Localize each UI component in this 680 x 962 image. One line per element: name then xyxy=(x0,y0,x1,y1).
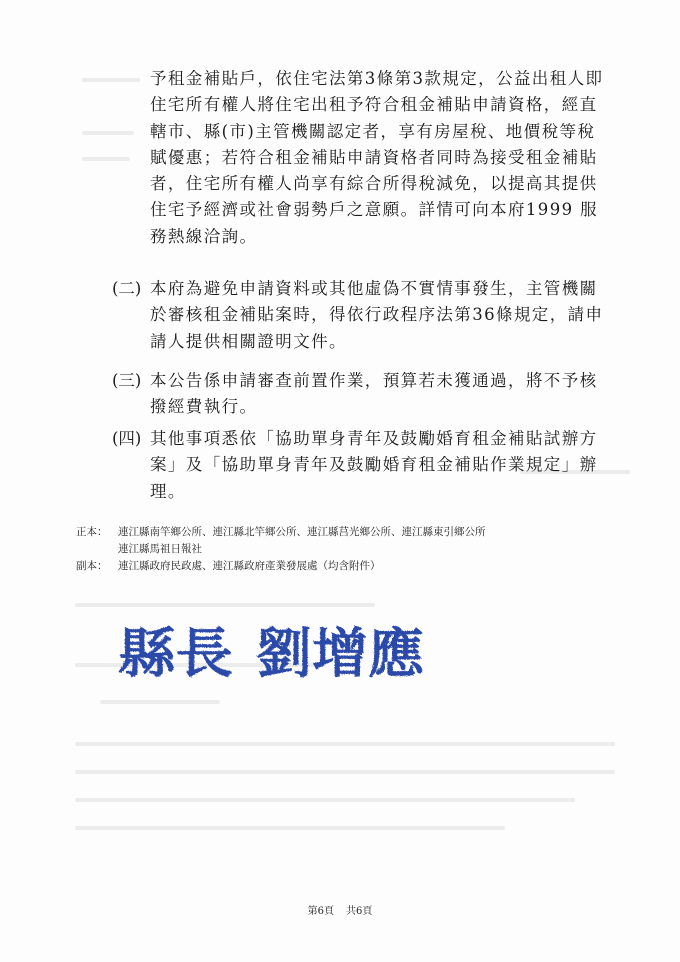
original-recipients: 連江縣馬祖日報社 xyxy=(118,543,202,555)
item-line: 案」及「協助單身青年及鼓勵婚育租金補貼作業規定」辦 xyxy=(150,455,598,475)
item-line: 本府為避免申請資料或其他虛偽不實情事發生，主管機關 xyxy=(150,279,598,298)
page-number: 第6頁 xyxy=(307,906,334,917)
list-item-2 xyxy=(112,276,632,355)
page-footer xyxy=(0,902,680,917)
item-line: 於審核租金補貼案時，得依行政程序法第36條規定，請申 xyxy=(150,305,604,325)
copy-recipients-label: 副本： xyxy=(76,560,108,572)
bleed-through-mark xyxy=(75,770,615,774)
seal-name-text: 劉增應 xyxy=(256,621,426,685)
paragraph-line: 者，住宅所有權人尚享有綜合所得稅減免，以提高其提供 xyxy=(150,174,598,194)
original-recipients: 連江縣南竿鄉公所、連江縣北竿鄉公所、連江縣莒光鄉公所、連江縣東引鄉公所 xyxy=(118,526,486,538)
page-total: 共6頁 xyxy=(346,906,373,917)
bleed-through-mark xyxy=(82,78,140,82)
list-item-3 xyxy=(112,368,632,421)
magistrate-seal-stamp xyxy=(118,612,428,692)
item-line: 其他事項悉依「協助單身青年及鼓勵婚育租金補貼試辦方 xyxy=(150,429,598,448)
bleed-through-mark xyxy=(75,742,615,746)
list-item-4 xyxy=(112,426,632,505)
paragraph-line: 住宅所有權人將住宅出租予符合租金補貼申請資格，經直 xyxy=(150,95,598,115)
item-number: (二) xyxy=(112,279,142,298)
bleed-through-mark xyxy=(75,826,505,830)
bleed-through-mark xyxy=(75,798,575,802)
original-recipients-label: 正本： xyxy=(76,526,108,538)
bleed-through-mark xyxy=(82,157,130,161)
item-line: 理。 xyxy=(150,481,186,501)
continued-paragraph xyxy=(150,66,630,250)
paragraph-line: 轄市、縣(市)主管機關認定者，享有房屋稅、地價稅等稅 xyxy=(150,121,596,141)
paragraph-line: 務熱線洽詢。 xyxy=(150,226,258,246)
item-line: 撥經費執行。 xyxy=(150,397,258,417)
bleed-through-mark xyxy=(82,131,134,135)
seal-title-text: 縣長 xyxy=(118,621,233,685)
paragraph-line: 住宅予經濟或社會弱勢戶之意願。詳情可向本府1999 服 xyxy=(150,200,599,220)
distribution-list xyxy=(76,524,636,575)
item-line: 本公告係申請審查前置作業，預算若未獲通過，將不予核 xyxy=(150,371,598,390)
bleed-through-mark xyxy=(100,700,220,704)
bleed-through-mark xyxy=(75,603,375,607)
item-number: (四) xyxy=(112,429,142,448)
paragraph-line: 賦優惠；若符合租金補貼申請資格者同時為接受租金補貼 xyxy=(150,147,598,167)
item-line: 請人提供相關證明文件。 xyxy=(150,331,347,351)
item-number: (三) xyxy=(112,371,142,390)
paragraph-line: 予租金補貼戶，依住宅法第3條第3款規定，公益出租人即 xyxy=(150,69,604,88)
copy-recipients: 連江縣政府民政處、連江縣政府產業發展處（均含附件） xyxy=(118,560,381,572)
